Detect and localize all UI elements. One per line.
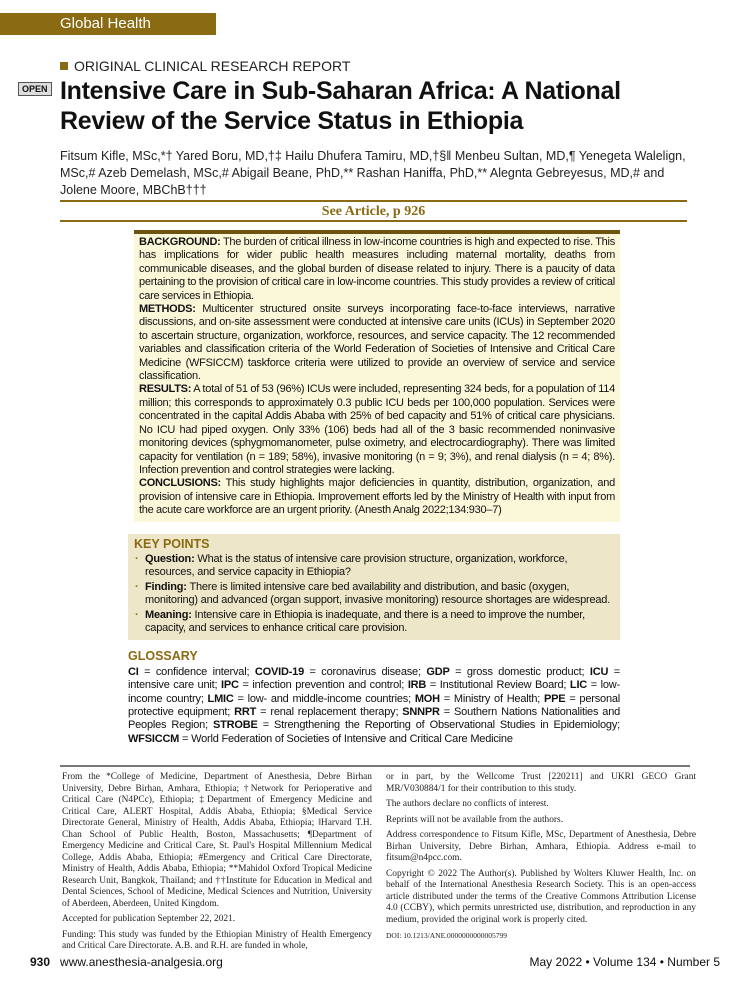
- footnote: The authors declare no conflicts of interest.: [386, 799, 549, 809]
- abstract-paragraph: [139, 236, 615, 303]
- glossary-term: WFSICCM: [128, 732, 180, 745]
- abstract-label: CONCLUSIONS:: [139, 477, 221, 490]
- abstract-text: This study highlights major deficiencies in quantity, distribution, organization, and provision of intensive care in Ethiopia. Improvement efforts led by the Ministry of Health with input from the acute care workforce are an urgent priority. (Anesth Analg 2022;134:930–7): [139, 477, 615, 517]
- footnote: Reprints will not be available from the authors.: [386, 814, 564, 825]
- page-number: 930: [30, 955, 51, 969]
- doi: DOI: 10.1213/ANE.0000000000005799: [386, 931, 508, 940]
- footnote: Funding: This study was funded by the Ethiopian Ministry of Health Emergency and Critical Care Directorate. A.B. and R.H. are funded in whole,: [62, 929, 372, 951]
- glossary-definition: intensive care unit: [128, 679, 215, 692]
- glossary-term: STROBE: [213, 719, 258, 732]
- key-point: [134, 581, 614, 608]
- glossary-term: SNNPR: [402, 706, 440, 718]
- abstract-text: The burden of critical illness in low-income countries is high and expected to rise. This has implications for wider public health measures including maternal mortality, deaths from communicable diseases, and the global burden of disease related to injury. There is a paucity of data pertaining to the provision of critical care in low-income countries. This study provides a review of critical care services in Ethiopia.: [139, 236, 615, 302]
- front-matter: [128, 230, 620, 746]
- abstract-text: A total of 51 of 53 (96%) ICUs were included, representing 324 beds, for a population of 114 million; this corresponds to approximately 0.3 public ICU beds per 100,000 population. Services were concentrated in the capital Addis Ababa with 25% of bed capacity and 51% of critical care physicians. No ICU had piped oxygen. Only 33% (106) beds had all of the 3 basic recommended noninvasive monitoring devices (sphygmomanometer, pulse oximetry, and electrocardiography). There was limited capacity for ventilation (n = 189; 58%), invasive monitoring (n = 9; 3%), and renal dialysis (n = 4; 8%). Infection prevention and control strategies were lacking.: [139, 383, 615, 476]
- glossary-term: GDP: [426, 665, 450, 678]
- key-point-label: Question:: [145, 552, 195, 565]
- footnote: From the *College of Medicine, Department of Anesthesia, Debre Birhan University, Debre Birhan, Amhara, Ethiopia; †Network for Perioperative and Critical Care (N4PCc), Ethiopia; ‡Department of Emergency Medicine and Critical Care, ALERT Hospital, Addis Ababa, Ethiopia; §Medical Service Directorate General, Ministry of Health, Addis Ababa, Ethiopia; ‖Harvard T.H. Chan School of Public Health, Boston, Massachusetts; ¶Department of Emergency Medicine and Critical Care, St. Paul's Hospital Millennium Medical College, Addis Ababa, Ethiopia; #Emergency and Critical Care Directorate, Ministry of Health, Addis Ababa, Ethiopia; **Mahidol Oxford Tropical Medicine Research Unit, Bangkok, Thailand; and ††Institute for Education in Medical and Dental Sciences, School of Medicine, Medical Sciences and Nutrition, University of Aberdeen, Aberdeen, United Kingdom.: [62, 772, 372, 909]
- key-point-label: Finding:: [145, 580, 187, 593]
- footnote: Copyright © 2022 The Author(s). Published by Wolters Kluwer Health, Inc. on behalf of the International Anesthesia Research Society. This is an open-access article distributed under the terms of the Creative Commons Attribution License 4.0 (CCBY), which permits unrestricted use, distribution, and reproduction in any medium, provided the original work is properly cited.: [386, 868, 696, 925]
- glossary-definition: infection prevention and control: [252, 679, 402, 692]
- abstract: [134, 230, 620, 522]
- glossary-definition: Institutional Review Board: [439, 679, 564, 692]
- footnote: Address correspondence to Fitsum Kifle, MSc, Department of Anesthesia, Debre Birhan University, Debre Birhan, Amhara, Ethiopia. Address e-mail to fitsum@n4pcc.com.: [386, 830, 696, 863]
- article-type-label: ORIGINAL CLINICAL RESEARCH REPORT: [74, 58, 351, 74]
- footnotes-left: [62, 772, 372, 957]
- abstract-paragraph: [139, 303, 615, 383]
- glossary: [128, 650, 620, 746]
- glossary-definition: Southern Nations Nationalities and Peoples Region: [128, 706, 621, 732]
- key-point-label: Meaning:: [145, 608, 192, 621]
- glossary-term: LIC: [569, 679, 588, 692]
- glossary-definition: low-income country: [128, 679, 620, 705]
- journal-url[interactable]: www.anesthesia-analgesia.org: [60, 955, 223, 969]
- glossary-term: LMIC: [207, 692, 234, 705]
- glossary-term: PPE: [544, 692, 566, 705]
- open-access-badge: OPEN: [18, 82, 52, 96]
- glossary-definition: gross domestic product: [466, 665, 582, 678]
- glossary-definition: personal protective equipment: [128, 692, 621, 718]
- abstract-label: RESULTS:: [139, 383, 192, 396]
- glossary-heading: GLOSSARY: [128, 649, 198, 664]
- glossary-definition: low- and middle-income countries: [247, 692, 409, 705]
- glossary-definition: Strengthening the Reporting of Observational Studies in Epidemiology: [274, 719, 618, 732]
- glossary-term: IRB: [407, 679, 427, 692]
- glossary-text: CI = confidence interval; COVID-19 = coronavirus disease; GDP = gross domestic product; ICU = intensive care unit; IPC = infection prevention and control; IRB = Institutional Review Board; LIC = low-income country; LMIC = low- and middle-income countries; MOH = Ministry of Health; PPE = personal protective equipment; RRT = renal replacement therapy; SNNPR = Southern Nations Nationalities and Peoples Region; STROBE = Strengthening the Reporting of Observational Studies in Epidemiology; WFSICCM = World Federation of Societies of Intensive and Critical Care Medicine: [128, 665, 621, 745]
- issue-info: May 2022 • Volume 134 • Number 5: [529, 955, 720, 969]
- key-point: [134, 609, 614, 636]
- article-type: [60, 58, 350, 74]
- abstract-label: METHODS:: [139, 303, 196, 316]
- key-point-text: There is limited intensive care bed availability and distribution, and basic (oxygen, monitoring) and advanced (organ support, invasive monitoring) resource shortages are widespread.: [145, 580, 611, 607]
- glossary-term: IPC: [221, 679, 239, 692]
- glossary-definition: renal replacement therapy: [270, 706, 396, 718]
- key-point: [134, 553, 614, 580]
- page-footer: [30, 955, 720, 969]
- glossary-definition: confidence interval: [155, 665, 247, 678]
- section-banner: Global Health: [0, 13, 216, 35]
- square-icon: [60, 62, 68, 70]
- glossary-term: COVID-19: [254, 665, 304, 678]
- glossary-term: MOH: [414, 692, 440, 705]
- glossary-term: ICU: [589, 665, 609, 678]
- authors: Fitsum Kifle, MSc,*† Yared Boru, MD,†‡ Hailu Dhufera Tamiru, MD,†§‖ Menbeu Sultan, MD,¶ Yenegeta Walelign, MSc,# Azeb Demelash, MSc,# Abigail Beane, PhD,** Rashan Haniffa, PhD,** Alegnta Gebreyesus, MD,# and Jolene Moore, MBChB†††: [60, 149, 686, 197]
- abstract-paragraph: [139, 383, 615, 477]
- article-title: Intensive Care in Sub-Saharan Africa: A National Review of the Service Status in Ethiopia: [60, 77, 621, 135]
- key-point-text: What is the status of intensive care provision structure, organization, workforce, resources, and service capacity in Ethiopia?: [145, 552, 568, 579]
- glossary-definition: Ministry of Health: [453, 692, 538, 705]
- footnote: or in part, by the Wellcome Trust [220211] and UKRI GECO Grant MR/V030884/1 for their contribution to this study.: [386, 772, 696, 794]
- abstract-label: BACKGROUND:: [139, 236, 221, 248]
- key-points: [128, 534, 620, 641]
- glossary-term: CI: [128, 665, 139, 678]
- glossary-term: RRT: [234, 706, 257, 718]
- abstract-paragraph: [139, 477, 615, 517]
- key-points-heading: KEY POINTS: [134, 536, 210, 551]
- footnote: Accepted for publication September 22, 2021.: [62, 914, 236, 924]
- see-article-link[interactable]: See Article, p 926: [60, 200, 687, 222]
- glossary-definition: coronavirus disease: [321, 665, 418, 678]
- footnotes-right: [386, 772, 696, 946]
- glossary-definition: World Federation of Societies of Intensive and Critical Care Medicine: [191, 732, 513, 745]
- key-point-text: Intensive care in Ethiopia is inadequate, and there is a need to improve the number, capacity, and services to enhance critical care provision.: [145, 608, 586, 634]
- abstract-text: Multicenter structured onsite surveys incorporating face-to-face interviews, narrative discussions, and on-site assessment were conducted at intensive care units (ICUs) in September 2020 to ascertain structure, organization, workforce, resources, and service capacity. The 12 recommended variables and classification criteria of the World Federation of Societies of Intensive and Critical Care Medicine (WFSICCM) taskforce criteria were utilized to provide an overview of service and service classification.: [139, 303, 615, 383]
- divider: [60, 765, 690, 767]
